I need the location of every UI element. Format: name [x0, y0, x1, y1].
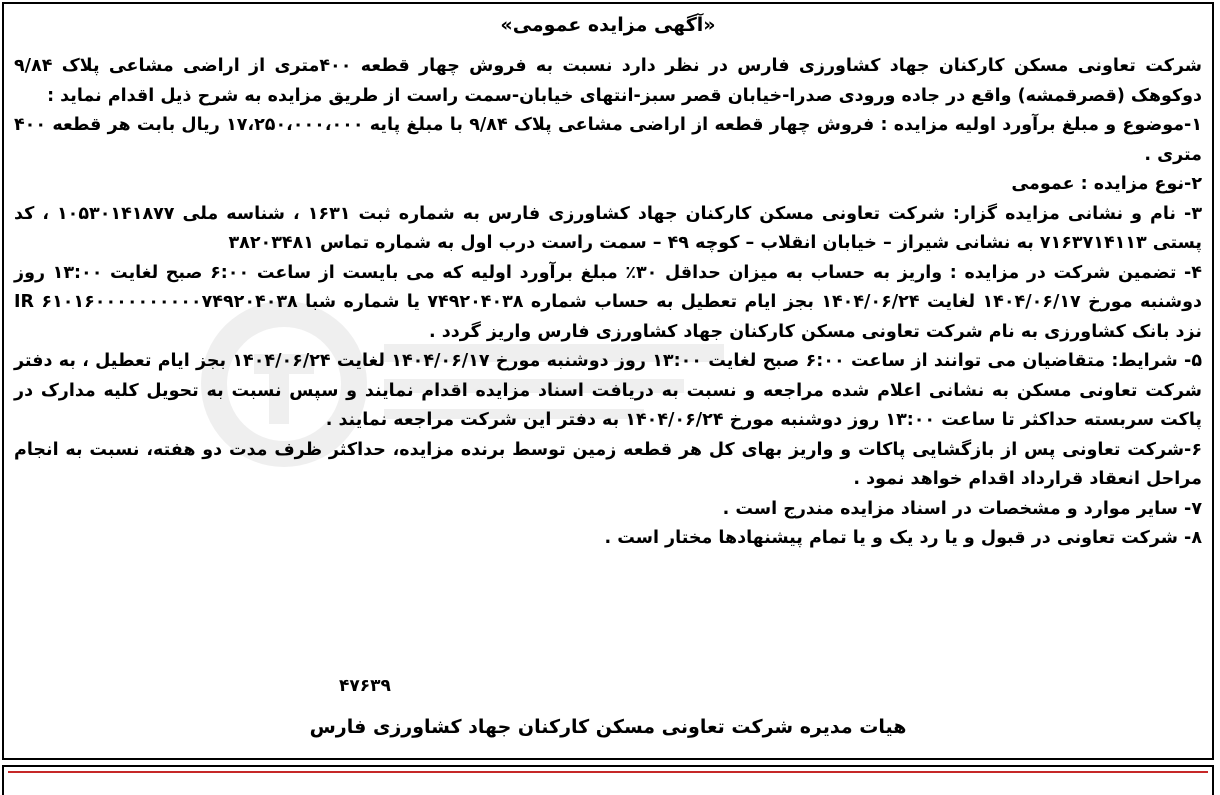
- accent-rule: [8, 771, 1208, 773]
- board-signature: هیات مدیره شرکت تعاونی مسکن کارکنان جهاد کشاورزی فارس: [309, 716, 907, 738]
- notice-body: [14, 52, 1202, 554]
- item-4: ۴- تضمین شرکت در مزایده : واریز به حساب به میزان حداقل ۳۰٪ مبلغ برآورد اولیه که می بایست از ساعت ۶:۰۰ صبح لغایت ۱۳:۰۰ روز دوشنبه مورخ ۱۴۰۴/۰۶/۱۷ لغایت ۱۴۰۴/۰۶/۲۴ بجز ایام تعطیل به حساب شماره ۷۴۹۲۰۴۰۳۸ یا شماره شبا IR ۶۱۰۱۶۰۰۰۰۰۰۰۰۰۰۷۴۹۲۰۴۰۳۸ نزد بانک کشاورزی به نام شرکت تعاونی مسکن کارکنان جهاد کشاورزی فارس واریز گردد .: [14, 262, 1202, 342]
- item-1: ۱-موضوع و مبلغ برآورد اولیه مزایده : فروش چهار قطعه از اراضی مشاعی پلاک ۹/۸۴ با مبلغ پایه ۱۷،۲۵۰،۰۰۰،۰۰۰ ریال بابت هر قطعه ۴۰۰ متری .: [14, 115, 1202, 165]
- item-3: ۳- نام و نشانی مزایده گزار: شرکت تعاونی مسکن کارکنان جهاد کشاورزی فارس به شماره ثبت ۱۶۳۱ ، شناسه ملی ۱۰۵۳۰۱۴۱۸۷۷ ، کد پستی ۷۱۶۳۷۱۴۱۱۳ به نشانی شیراز – خیابان انقلاب – کوچه ۴۹ – سمت راست درب اول به شماره تماس ۳۸۲۰۳۴۸۱: [14, 203, 1202, 253]
- item-2: ۲-نوع مزایده : عمومی: [1011, 174, 1202, 194]
- item-7: ۷- سایر موارد و مشخصات در اسناد مزایده مندرج است .: [722, 498, 1202, 519]
- notice-title: «آگهی مزایده عمومی»: [500, 14, 716, 36]
- next-notice-frame: [2, 765, 1214, 795]
- intro-paragraph: شرکت تعاونی مسکن کارکنان جهاد کشاورزی فارس در نظر دارد نسبت به فروش چهار قطعه ۴۰۰متری از اراضی مشاعی پلاک ۹/۸۴ دوکوهک (قصرقمشه) واقع در جاده ورودی صدرا-خیابان قصر سبز-انتهای خیابان-سمت راست از طریق مزایده به شرح ذیل اقدام نماید :: [14, 56, 1202, 106]
- item-5: ۵- شرایط: متقاضیان می توانند از ساعت ۶:۰۰ صبح لغایت ۱۳:۰۰ روز دوشنبه مورخ ۱۴۰۴/۰۶/۱۷ لغایت ۱۴۰۴/۰۶/۲۴ بجز ایام تعطیل ، به دفتر شرکت تعاونی مسکن به نشانی اعلام شده مراجعه و نسبت به دریافت اسناد مزایده اقدام نمایند و سپس نسبت به تحویل کلیه مدارک در پاکت سربسته حداکثر تا ساعت ۱۳:۰۰ روز دوشنبه مورخ ۱۴۰۴/۰۶/۲۴ به دفتر این شرکت مراجعه نمایند .: [14, 351, 1203, 430]
- auction-notice: [2, 2, 1214, 760]
- reference-number: ۴۷۶۳۹: [339, 676, 391, 696]
- item-6: ۶-شرکت تعاونی پس از بازگشایی پاکات و واریز بهای کل هر قطعه زمین توسط برنده مزایده، حداکثر ظرف مدت دو هفته، نسبت به انجام مراحل انعقاد قرارداد اقدام خواهد نمود .: [14, 439, 1202, 489]
- item-8: ۸- شرکت تعاونی در قبول و یا رد یک و یا تمام پیشنهادها مختار است .: [604, 528, 1202, 548]
